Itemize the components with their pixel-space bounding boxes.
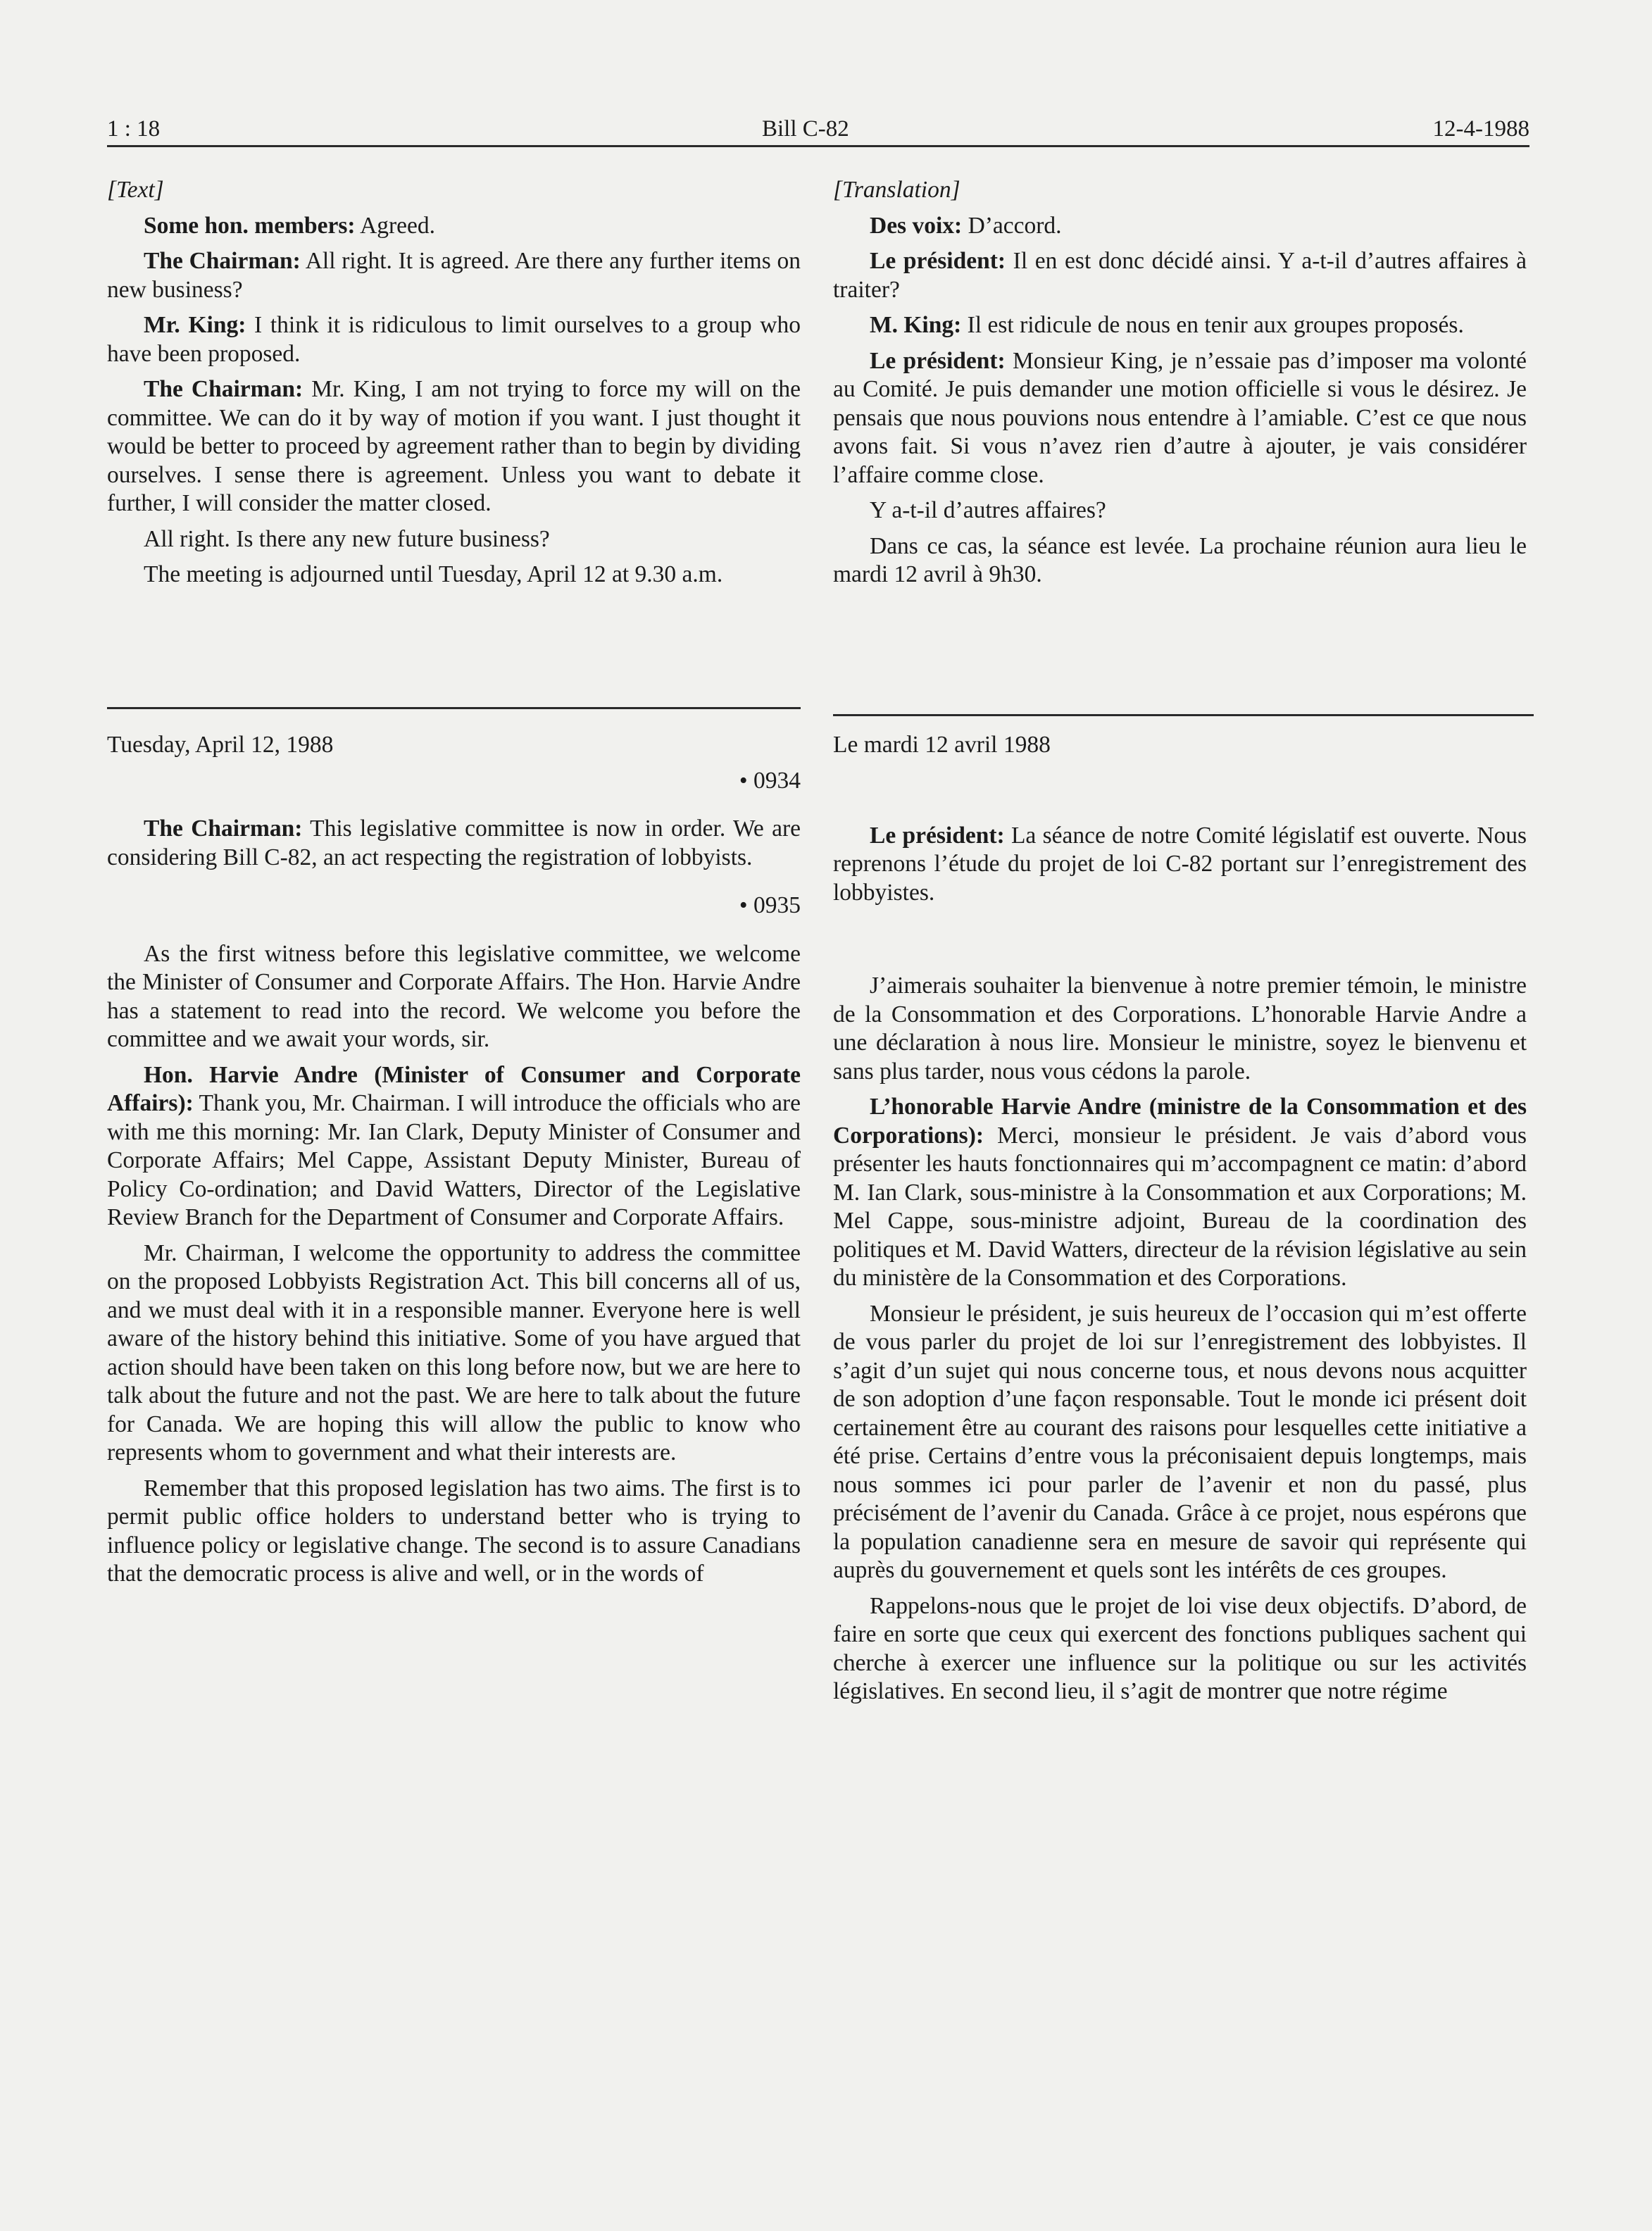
- timestamp: • 0934: [739, 767, 801, 794]
- speaker: L’honorable Harvie Andre (ministre de la Consommation et des Corporations):: [833, 1094, 1527, 1149]
- session-date: Le mardi 12 avril 1988: [833, 732, 1051, 758]
- header-date: 12-4-1988: [1432, 116, 1529, 142]
- paragraph: Le président: Il en est donc décidé ainsi. Y a-t-il d’autres affaires à traiter?: [833, 248, 1527, 303]
- speaker: Hon. Harvie Andre (Minister of Consumer and Corporate Affairs):: [107, 1061, 801, 1116]
- paragraph: The Chairman: All right. It is agreed. Are there any further items on new business?: [107, 248, 801, 303]
- translation-label: Translation: [842, 177, 951, 203]
- paragraph: Hon. Harvie Andre (Minister of Consumer and Corporate Affairs): Thank you, Mr. Chairman. I will introduce the officials who are with me this morning: Mr. Ian Clark, Deputy Minister of Consumer and Corporate Affairs; Mel Cappe, Assistant Deputy Minister, Bureau of Policy Co-ordination; and David Watters, Director of the Legislative Review Branch for the Department of Consumer and Corporate Affairs.: [107, 1061, 801, 1230]
- paragraph: J’aimerais souhaiter la bienvenue à notre premier témoin, le ministre de la Consommation et des Corporations. L’honorable Harvie Andre a une déclaration à nous lire. Monsieur le ministre, soyez le bienvenu et sans plus tarder, nous vous cédons la parole.: [833, 973, 1527, 1085]
- right-column-bottom: [833, 731, 1527, 1706]
- page-number: 1 : 18: [107, 116, 161, 142]
- header-rule: [107, 145, 1529, 147]
- paragraph: Des voix: D’accord.: [870, 212, 1062, 239]
- session-date: Tuesday, April 12, 1988: [107, 732, 334, 758]
- paragraph: The Chairman: This legislative committee is now in order. We are considering Bill C-82, an act respecting the registration of lobbyists.: [107, 815, 801, 870]
- paragraph: Some hon. members: Agreed.: [144, 212, 436, 239]
- paragraph: As the first witness before this legislative committee, we welcome the Minister of Consumer and Corporate Affairs. The Hon. Harvie Andre has a statement to read into the record. We welcome you before the committee and we await your words, sir.: [107, 940, 801, 1052]
- paragraph: All right. Is there any new future business?: [144, 525, 550, 552]
- speaker: The Chairman:: [144, 376, 304, 402]
- paragraph: Le président: La séance de notre Comité législatif est ouverte. Nous reprenons l’étude du projet de loi C-82 portant sur l’enregistrement des lobbyistes.: [833, 822, 1527, 906]
- paragraph: Monsieur le président, je suis heureux de l’occasion qui m’est offerte de vous parler du projet de loi sur l’enregistrement des lobbyistes. Il s’agit d’un sujet qui nous concerne tous, et nous devons nous acquitter de son adoption d’une façon responsable. Tout le monde ici présent doit certainement être au courant des raisons pour lesquelles cette initiative a été prise. Certains d’entre vous la préconisaient depuis longtemps, mais nous sommes ici pour parler de l’avenir et non du passé, plus précisément de l’avenir du Canada. Grâce à ce projet, nous espérons que la population canadienne sera en mesure de savoir qui représente qui auprès du gouvernement et quels sont les intérêts de ces groupes.: [833, 1300, 1527, 1583]
- speaker: M. King:: [870, 312, 962, 338]
- speaker: Des voix:: [870, 212, 963, 239]
- timestamp: • 0935: [739, 892, 801, 918]
- speaker: Some hon. members:: [144, 212, 356, 239]
- section-rule: [107, 707, 801, 709]
- paragraph: Le président: Monsieur King, je n’essaie pas d’imposer ma volonté au Comité. Je puis demander une motion officielle si vous le désirez. Je pensais que nous pouvions nous entendre à l’amiable. C’est ce que nous avons fait. Si vous n’avez rien d’autre à ajouter, je vais considérer l’affaire comme close.: [833, 347, 1527, 488]
- paragraph: Y a-t-il d’autres affaires?: [870, 497, 1106, 523]
- speaker: Le président:: [870, 822, 1005, 849]
- paragraph: Mr. King: I think it is ridiculous to limit ourselves to a group who have been proposed.: [107, 312, 801, 367]
- left-column-bottom: [107, 731, 801, 1589]
- paragraph: The meeting is adjourned until Tuesday, April 12 at 9.30 a.m.: [144, 561, 723, 587]
- speaker: Le président:: [870, 248, 1006, 274]
- paragraph: Rappelons-nous que le projet de loi vise deux objectifs. D’abord, de faire en sorte que ceux qui exercent des fonctions publiques sachent qui cherche à exercer une influence sur la politique ou sur les activités législatives. En second lieu, il s’agit de montrer que notre régime: [833, 1592, 1527, 1704]
- text-label: Text: [116, 177, 155, 203]
- paragraph: Mr. Chairman, I welcome the opportunity to address the committee on the proposed Lobbyists Registration Act. This bill concerns all of us, and we must deal with it in a responsible manner. Everyone here is well aware of the history behind this initiative. Some of you have argued that action should have been taken on this long before now, but we are here to talk about the future and not the past. We are here to talk about the future for Canada. We are hoping this will allow the public to know who represents whom to government and what their interests are.: [107, 1239, 801, 1466]
- page-header: [107, 111, 1529, 146]
- paragraph: Remember that this proposed legislation has two aims. The first is to permit public office holders to understand better who is trying to influence policy or legislative change. The second is to assure Canadians that the democratic process is alive and well, or in the words of: [107, 1475, 801, 1587]
- left-column-top: [Text] Some hon. members: Agreed. The Chairman: All right. It is agreed. Are there any further items on new business? Mr. King: I think it is ridiculous to limit ourselves to a group who have been proposed. The Chairman: Mr. King, I am not trying to force my will on the committee. We can do it by way of motion if you want. I just thought it would be better to proceed by agreement rather than to begin by dividing ourselves. I sense there is agreement. Unless you want to debate it further, I will consider the matter closed. All right. Is there any new future business? The meeting is adjourned until Tuesday, April 12 at 9.30 a.m.: [107, 176, 801, 589]
- right-column-top: [Translation] Des voix: D’accord. Le président: Il en est donc décidé ainsi. Y a-t-il d’autres affaires à traiter? M. King: Il est ridicule de nous en tenir aux groupes proposés. Le président: Monsieur King, je n’essaie pas d’imposer ma volonté au Comité. Je puis demander une motion officielle si vous le désirez. Je pensais que nous pouvions nous entendre à l’amiable. C’est ce que nous avons fait. Si vous n’avez rien d’autre à ajouter, je vais considérer l’affaire comme close. Y a-t-il d’autres affaires? Dans ce cas, la séance est levée. La prochaine réunion aura lieu le mardi 12 avril à 9h30.: [833, 176, 1527, 589]
- speaker: Mr. King:: [144, 312, 246, 338]
- paragraph: L’honorable Harvie Andre (ministre de la Consommation et des Corporations): Merci, monsieur le président. Je vais d’abord vous présenter les hauts fonctionnaires qui m’accompagnent ce matin: d’abord M. Ian Clark, sous-ministre à la Consommation et aux Corporations; M. Mel Cappe, sous-ministre adjoint, Bureau de la coordination des politiques et M. David Watters, directeur de la révision législative au sein du ministère de la Consommation et des Corporations.: [833, 1094, 1527, 1291]
- paragraph: Dans ce cas, la séance est levée. La prochaine réunion aura lieu le mardi 12 avril à 9h30.: [833, 532, 1527, 587]
- bill-title: Bill C-82: [762, 116, 849, 142]
- section-rule: [833, 714, 1534, 716]
- speaker: Le président:: [870, 347, 1006, 374]
- speaker: The Chairman:: [144, 248, 301, 274]
- paragraph: The Chairman: Mr. King, I am not trying to force my will on the committee. We can do it by way of motion if you want. I just thought it would be better to proceed by agreement rather than to begin by dividing ourselves. I sense there is agreement. Unless you want to debate it further, I will consider the matter closed.: [107, 376, 801, 516]
- speaker: The Chairman:: [144, 815, 303, 842]
- paragraph: M. King: Il est ridicule de nous en tenir aux groupes proposés.: [870, 312, 1464, 338]
